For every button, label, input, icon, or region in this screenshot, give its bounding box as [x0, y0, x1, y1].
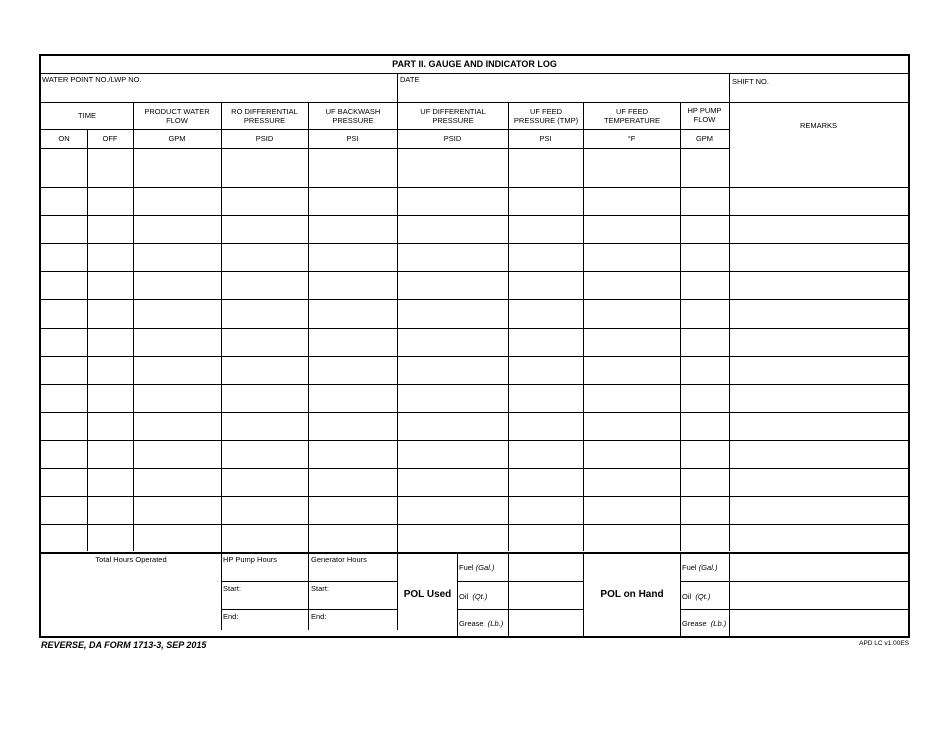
unit-uf-feed-pressure: PSI — [539, 134, 552, 143]
total-hours-label: Total Hours Operated — [95, 555, 167, 564]
hp-start-label: Start: — [223, 584, 241, 593]
pol-on-hand-grease-field[interactable] — [731, 611, 906, 635]
form-version: APD LC v1.00ES — [859, 640, 909, 647]
log-row[interactable] — [41, 441, 908, 468]
log-row[interactable] — [41, 272, 908, 299]
log-row[interactable] — [41, 469, 908, 496]
pol-on-hand-fuel-label: Fuel (Gal.) — [682, 563, 718, 572]
log-row[interactable] — [41, 149, 908, 187]
col-header-uf-feed-temperature: UF FEED TEMPERATURE — [603, 107, 661, 125]
shift-label: SHIFT NO. — [732, 77, 769, 86]
unit-uf-backwash-pressure: PSI — [346, 134, 359, 143]
hp-pump-hours-label: HP Pump Hours — [223, 555, 278, 564]
pol-used-fuel-field[interactable] — [510, 555, 581, 579]
date-label: DATE — [400, 75, 420, 84]
pol-on-hand-grease-label: Grease (Lb.) — [682, 619, 727, 628]
log-row[interactable] — [41, 244, 908, 271]
pol-used-label: POL Used — [403, 589, 452, 600]
unit-product-water-flow: GPM — [168, 134, 186, 143]
log-row[interactable] — [41, 300, 908, 328]
unit-hp-pump-flow: GPM — [695, 134, 714, 143]
date-field[interactable] — [401, 84, 727, 101]
pol-on-hand-oil-field[interactable] — [731, 583, 906, 607]
log-row[interactable] — [41, 385, 908, 412]
unit-off: OFF — [102, 134, 118, 143]
col-header-uf-backwash-pressure: UF BACKWASH PRESSURE — [325, 107, 381, 125]
col-header-hp-pump-flow: HP PUMP FLOW — [687, 106, 722, 124]
gen-start-label: Start: — [311, 584, 329, 593]
pol-used-fuel-label: Fuel (Gal.) — [459, 563, 495, 572]
col-header-uf-differential-pressure: UF DIFFERENTIAL PRESSURE — [420, 107, 486, 125]
log-row[interactable] — [41, 216, 908, 243]
pol-on-hand-oil-label: Oil (Qt.) — [682, 592, 711, 601]
col-header-product-water-flow: PRODUCT WATER FLOW — [144, 107, 210, 125]
gauge-indicator-log-form — [39, 54, 910, 638]
hp-end-label: End: — [223, 612, 239, 621]
log-row[interactable] — [41, 413, 908, 440]
water-point-field[interactable] — [44, 84, 394, 101]
form-title: PART II. GAUGE AND INDICATOR LOG — [392, 59, 557, 69]
log-row[interactable] — [41, 497, 908, 524]
gen-end-field[interactable] — [330, 622, 395, 636]
pol-used-grease-field[interactable] — [510, 611, 581, 635]
col-header-remarks: REMARKS — [799, 121, 838, 130]
pol-used-grease-label: Grease (Lb.) — [459, 619, 504, 628]
gen-start-field[interactable] — [330, 594, 395, 608]
form-identifier: REVERSE, DA FORM 1713-3, SEP 2015 — [41, 640, 207, 650]
log-row[interactable] — [41, 188, 908, 215]
pol-on-hand-fuel-field[interactable] — [731, 555, 906, 579]
col-header-ro-differential-pressure: RO DIFFERENTIAL PRESSURE — [231, 107, 298, 125]
log-row[interactable] — [41, 525, 908, 552]
pol-used-oil-field[interactable] — [510, 583, 581, 607]
log-row[interactable] — [41, 329, 908, 356]
unit-on: ON — [58, 134, 70, 143]
total-hours-field[interactable] — [44, 566, 219, 636]
unit-ro-differential-pressure: PSID — [255, 134, 274, 143]
col-header-time: TIME — [78, 111, 96, 120]
water-point-label: WATER POINT NO./LWP NO. — [42, 75, 142, 84]
col-header-uf-feed-pressure: UF FEED PRESSURE (TMP) — [513, 107, 579, 125]
generator-hours-label: Generator Hours — [311, 555, 367, 564]
unit-uf-feed-temperature: °F — [627, 134, 636, 143]
pol-on-hand-label: POL on Hand — [600, 589, 664, 600]
unit-uf-differential-pressure: PSID — [443, 134, 462, 143]
pol-used-oil-label: Oil (Qt.) — [459, 592, 488, 601]
log-row[interactable] — [41, 357, 908, 384]
shift-field[interactable] — [732, 87, 906, 101]
gen-end-label: End: — [311, 612, 327, 621]
